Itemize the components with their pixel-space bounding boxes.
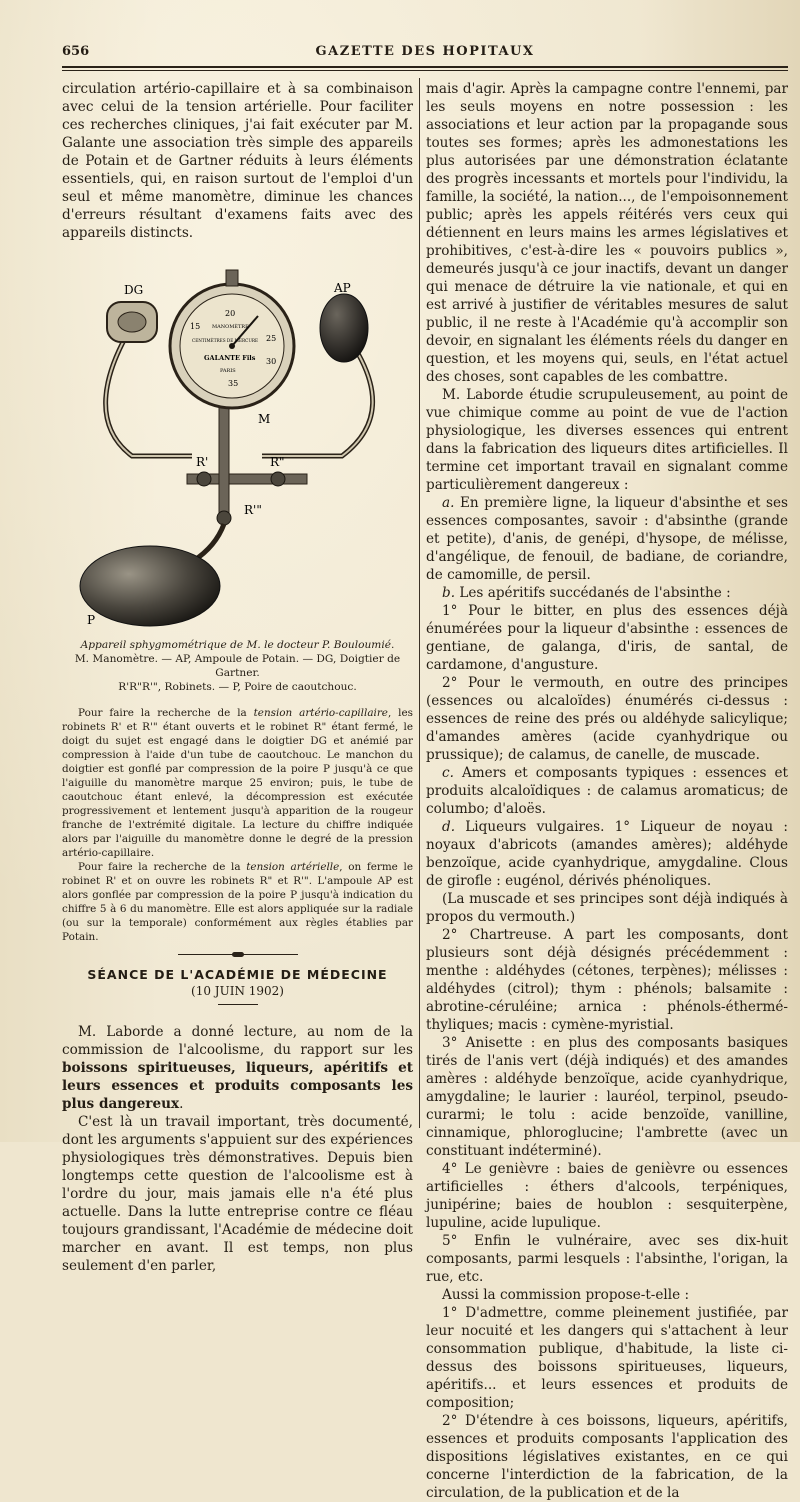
paragraph: 2° D'étendre à ces boissons, liqueurs, apéritifs, essences et produits composants l'application des dispositions législatives existantes, en ce qui concerne l'interdiction de la fabrication, de la circulation, de la publication et de la [426, 1413, 788, 1501]
dial-label: CENTIMÈTRES DE MERCURE [192, 338, 259, 343]
paragraph: a. En première ligne, la liqueur d'absinthe et ses essences composantes, savoir : d'absinthe (grande et petite), d'anis, de genépi, d'hysope, de mélisse, d'angélique, de fenouil, de badiane, de coriandre, de camomille, de persil. [426, 495, 788, 583]
paragraph: c. Amers et composants typiques : essences et produits alcaloïdiques : de calamus aromaticus; de columbo; d'aloës. [426, 765, 788, 817]
dial-number: 35 [228, 379, 239, 388]
paragraph: (La muscade et ses principes sont déjà indiqués à propos du vermouth.) [426, 891, 788, 925]
paragraph: circulation artério-capillaire et à sa combinaison avec celui de la tension artérielle. Pour faciliter ces recherches cliniques, j'ai fait exécuter par M. Galante une association très simple des appareils de Potain et de Gartner réduits à leurs éléments essentiels, qui, en raison surtout de l'emploi d'un seul et même manomètre, diminue les chances d'erreurs résultant d'examens faits avec des appareils distincts. [62, 81, 413, 241]
dial-city: PARIS [220, 368, 236, 374]
page-number: 656 [62, 44, 90, 59]
section-separator [178, 954, 298, 955]
paragraph: d. Liqueurs vulgaires. 1° Liqueur de noyau : noyaux d'abricots (amandes amères); aldéhyde benzoïque, acide cyanhydrique, amygdaline. Clous de girofle : eugénol, dérivés phénoliques. [426, 819, 788, 889]
sphygmometer-figure [62, 256, 413, 636]
valve-r1-icon [197, 472, 211, 486]
paragraph: mais d'agir. Après la campagne contre l'ennemi, par les seuls moyens en notre possession : les associations et leur action par la propagande sous toutes ses formes; après les admonestations les plus autorisées par une démonstration éclatante des progrès incessants et mortels pour l'individu, la famille, la société, la nation..., de l'empoisonnement public; après les appels réitérés vers ceux qui détiennent en leurs mains les armes législatives et prohibitives, c'est-à-dire les « pouvoirs publics », demeurés jusqu'à ce jour inactifs, devant un danger qui menace de détruire la vie nationale, et qui en est arrivé à justifier de véritables mesures de salut public, il ne reste à l'Académie qu'à accomplir son devoir, en signalant les éléments réels du danger en question, et les moyens qui, seuls, en l'état actuel des choses, sont capables de les combattre. [426, 81, 788, 385]
label-dg: DG [124, 283, 144, 297]
figure-legend-2: R'R"R'", Robinets. — P, Poire de caoutchouc. [118, 681, 357, 693]
paragraph: M. Laborde étudie scrupuleusement, au point de vue chimique comme au point de vue de l'action physiologique, les diverses essences qui entrent dans la fabrication des liqueurs dites artificielles. Il termine cet important travail en signalant comme particulièrement dangereux : [426, 387, 788, 493]
valve-r2-icon [271, 472, 285, 486]
paragraph: 4° Le genièvre : baies de genièvre ou essences artificielles : éthers d'alcools, terpéniques, junipérine; baies de houblon : sesquiterpène, lupuline, acide lupulique. [426, 1161, 788, 1231]
paragraph: 1° Pour le bitter, en plus des essences déjà énumérées pour la liqueur d'absinthe : essences de gentiane, de galanga, d'iris, de santal, de cardamone, d'angusture. [426, 603, 788, 673]
paragraph-small: Pour faire la recherche de la tension artérielle, on ferme le robinet R' et on ouvre les robinets R" et R'". L'ampoule AP est alors gonflée par compression de la poire P jusqu'à indication du chiffre 5 à 6 du manomètre. Elle est alors appliquée sur la radiale (ou sur la temporale) conformément aux règles établies par Potain. [62, 861, 413, 943]
label-m: M [258, 412, 271, 426]
dial-number: 15 [190, 322, 201, 331]
section-title: SÉANCE DE L'ACADÉMIE DE MÉDECINE [87, 967, 388, 982]
dial-number: 30 [266, 357, 277, 366]
paragraph: 1° D'admettre, comme pleinement justifiée, par leur nocuité et les dangers qui s'attachent à leur consommation publique, d'habitude, la liste ci-dessus des boissons spiritueuses, liqueurs, apéritifs... et leurs essences et produits de composition; [426, 1305, 788, 1411]
dial-number: 20 [225, 309, 236, 318]
header-rule [62, 66, 788, 68]
left-column [62, 80, 413, 1275]
dial-maker: GALANTE Fils [204, 354, 256, 362]
paragraph: 2° Chartreuse. A part les composants, dont plusieurs sont déjà désignés précédemment : menthe : aldéhydes (cétones, terpènes); mélisses : aldéhydes (citrol); thym : phénols; balsamite : abrotine-céruléine; arnica : phénols-éthermé-thyliques; macis : cymène-myristial. [426, 927, 788, 1033]
dial-number: 25 [266, 334, 277, 343]
paragraph: 5° Enfin le vulnéraire, avec ses dix-huit composants, parmi lesquels : l'absinthe, l'origan, la rue, etc. [426, 1233, 788, 1285]
page-header [62, 44, 788, 66]
label-r1: R' [196, 455, 209, 469]
label-p: P [87, 613, 96, 627]
paragraph: Aussi la commission propose-t-elle : [442, 1287, 690, 1303]
paragraph: 3° Anisette : en plus des composants basiques tirés de l'anis vert (déjà indiqués) et des amandes amères : aldéhyde benzoïque, acide cyanhydrique, amygdaline; le laurier : lauréol, terpinol, pseudo-curarmi; le tolu : acide benzoïde, vanilline, cinnamique, phloroglucine; l'ambrette (avec un constituant indéterminé). [426, 1035, 788, 1159]
right-column [426, 80, 788, 1502]
label-r2: R" [270, 455, 285, 469]
section-date: (10 JUIN 1902) [191, 984, 284, 998]
label-ap: AP [334, 281, 351, 295]
header-rule-thin [62, 70, 788, 71]
figure-legend-1: M. Manomètre. — AP, Ampoule de Potain. — DG, Doigtier de Gartner. [74, 653, 401, 679]
sphygmometer-illustration [62, 256, 413, 636]
figure-caption: Appareil sphygmométrique de M. le docteur P. Bouloumié. [80, 639, 395, 651]
short-rule [218, 1004, 258, 1005]
rubber-bulb [80, 546, 220, 626]
paragraph: C'est là un travail important, très documenté, dont les arguments s'appuient sur des expériences physiologiques très démonstratives. Depuis bien longtemps cette question de l'alcoolisme est à l'ordre du jour, mais jamais elle n'a été plus actuelle. Dans la lutte entreprise contre ce fléau toujours grandissant, l'Académie de médecine doit marcher en avant. Il est temps, non plus seulement d'en parler, [62, 1114, 413, 1274]
valve-r3-icon [217, 511, 231, 525]
paragraph: b. Les apéritifs succédanés de l'absinthe : [442, 585, 731, 601]
paragraph: 2° Pour le vermouth, en outre des principes (essences ou alcaloïdes) énumérés ci-dessus : essences de reine des prés ou aldéhyde salicylique; d'amandes amères (acide cyanhydrique ou prussique); de calamus, de canelle, de muscade. [426, 675, 788, 763]
label-r3: R'" [244, 503, 262, 517]
column-divider [419, 78, 420, 1128]
dial-label: MANOMÈTRE [212, 324, 249, 330]
paragraph-small: Pour faire la recherche de la tension artério-capillaire, les robinets R' et R'" étant ouverts et le robinet R" étant fermé, le doigt du sujet est engagé dans le doigtier DG et anémié par compression à l'aide d'un tube de caoutchouc. Le manchon du doigtier est gonflé par compression de la poire P jusqu'à ce que l'aiguille du manomètre marque 25 environ; puis, le tube de caoutchouc étant enlevé, la décompression est exécutée progressivement et lentement jusqu'à apparition de la rougeur franche de l'extrémité digitale. La lecture du chiffre indiquée alors par l'aiguille du manomètre donne le degré de la pression artério-capillaire. [62, 707, 413, 859]
paragraph: M. Laborde a donné lecture, au nom de la commission de l'alcoolisme, du rapport sur les boissons spiritueuses, liqueurs, apéritifs et leurs essences et produits composants les plus dangereux. [62, 1024, 413, 1112]
potain-ampoule [320, 294, 368, 362]
journal-title: GAZETTE DES HOPITAUX [315, 44, 535, 59]
